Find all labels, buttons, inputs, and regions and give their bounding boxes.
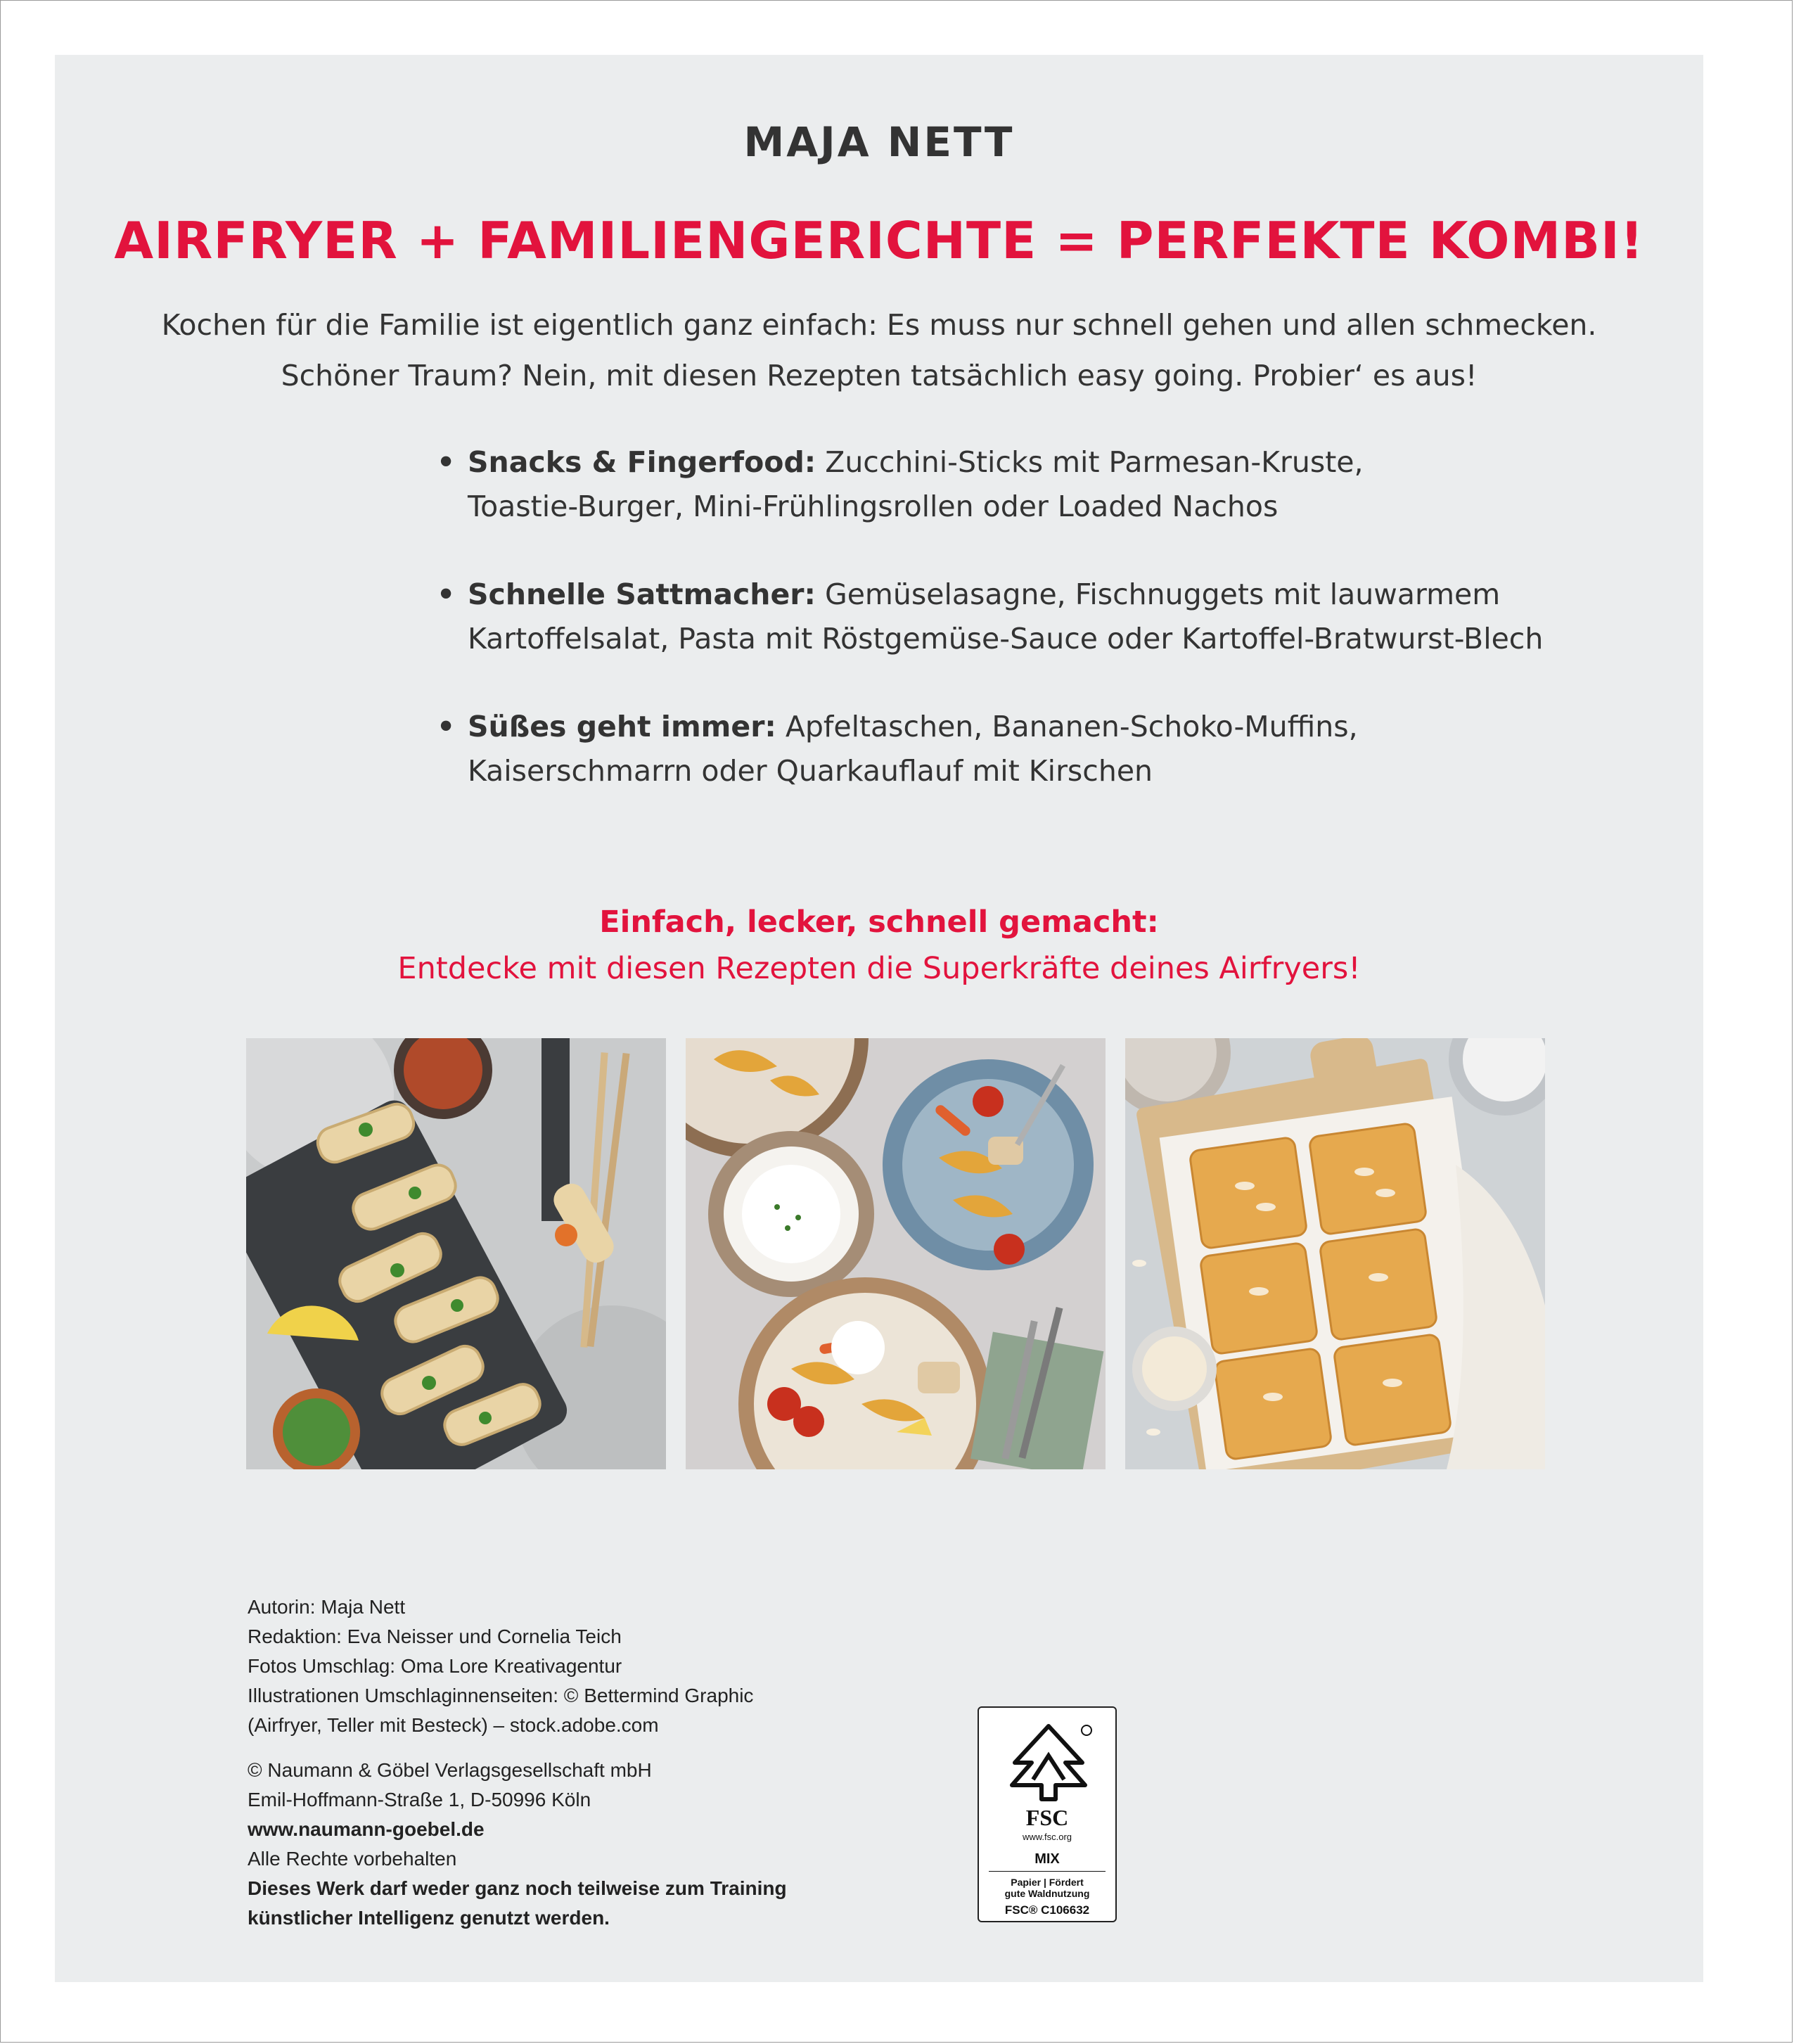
publisher-website: www.naumann-goebel.de [248, 1818, 485, 1840]
feature-item-mains [437, 573, 1632, 661]
intro-line: Schöner Traum? Nein, mit diesen Rezepten tatsächlich easy going. Probier‘ es aus! [281, 359, 1478, 392]
cta-line-1: Einfach, lecker, schnell gemacht: [599, 905, 1159, 940]
bullet-dot: • [437, 577, 456, 611]
fsc-paper-note [979, 1877, 1115, 1899]
photo-chicken-wedges [686, 1038, 1106, 1469]
imprint-line: Fotos Umschlag: Oma Lore Kreativagentur [248, 1655, 622, 1677]
headline: AIRFRYER + FAMILIENGERICHTE = PERFEKTE KOMBI! [114, 211, 1644, 270]
ai-notice: künstlicher Intelligenz genutzt werden. [248, 1907, 610, 1929]
feature-text: Zucchini-Sticks mit Parmesan-Kruste, [816, 445, 1364, 479]
feature-title: Snacks & Fingerfood: [468, 445, 816, 479]
intro-text [55, 300, 1703, 401]
imprint-line: Illustrationen Umschlaginnenseiten: © Bettermind Graphic [248, 1685, 754, 1706]
fsc-paper-line: gute Waldnutzung [1004, 1888, 1090, 1899]
feature-text: Kaiserschmarrn oder Quarkauflauf mit Kirschen [468, 754, 1153, 788]
fsc-code: FSC® C106632 [1004, 1903, 1090, 1917]
fsc-website: www.fsc.org [1022, 1832, 1072, 1842]
imprint-line: Autorin: Maja Nett [248, 1596, 406, 1618]
feature-title: Schnelle Sattmacher: [468, 577, 816, 611]
feature-text: Gemüselasagne, Fischnuggets mit lauwarmem [815, 577, 1501, 611]
photo-spring-rolls [246, 1038, 666, 1469]
imprint-line: Redaktion: Eva Neisser und Cornelia Teich [248, 1625, 622, 1647]
fsc-label [978, 1706, 1117, 1922]
publisher-address: Emil-Hoffmann-Straße 1, D-50996 Köln [248, 1789, 591, 1810]
imprint-text [248, 1592, 787, 1933]
bullet-dot: • [437, 710, 456, 743]
rights-notice: Alle Rechte vorbehalten [248, 1848, 457, 1870]
feature-text: Apfeltaschen, Bananen-Schoko-Muffins, [776, 710, 1358, 743]
feature-list [437, 440, 1632, 837]
fsc-tree-icon [999, 1720, 1098, 1805]
photo-apple-pastry [1125, 1038, 1545, 1469]
feature-text: Kartoffelsalat, Pasta mit Röstgemüse-Sauce oder Kartoffel-Bratwurst-Blech [468, 622, 1544, 656]
feature-text: Toastie-Burger, Mini-Frühlingsrollen oder Loaded Nachos [468, 490, 1279, 523]
call-to-action [55, 899, 1703, 992]
feature-title: Süßes geht immer: [468, 710, 776, 743]
fsc-name: FSC [1025, 1805, 1069, 1830]
fsc-paper-line: Papier | Fördert [1011, 1877, 1084, 1888]
feature-item-sweets [437, 705, 1632, 793]
imprint-line: (Airfryer, Teller mit Besteck) – stock.adobe.com [248, 1714, 659, 1736]
publisher: © Naumann & Göbel Verlagsgesellschaft mbH [248, 1759, 652, 1781]
ai-notice: Dieses Werk darf weder ganz noch teilweise zum Training [248, 1877, 787, 1899]
fsc-mix: MIX [1034, 1851, 1060, 1867]
bullet-dot: • [437, 445, 456, 479]
author-name: MAJA NETT [743, 118, 1015, 166]
intro-line: Kochen für die Familie ist eigentlich ganz einfach: Es muss nur schnell gehen und allen schmecken. [161, 308, 1597, 342]
cta-line-2: Entdecke mit diesen Rezepten die Superkräfte deines Airfryers! [397, 951, 1361, 986]
feature-item-snacks [437, 440, 1632, 529]
